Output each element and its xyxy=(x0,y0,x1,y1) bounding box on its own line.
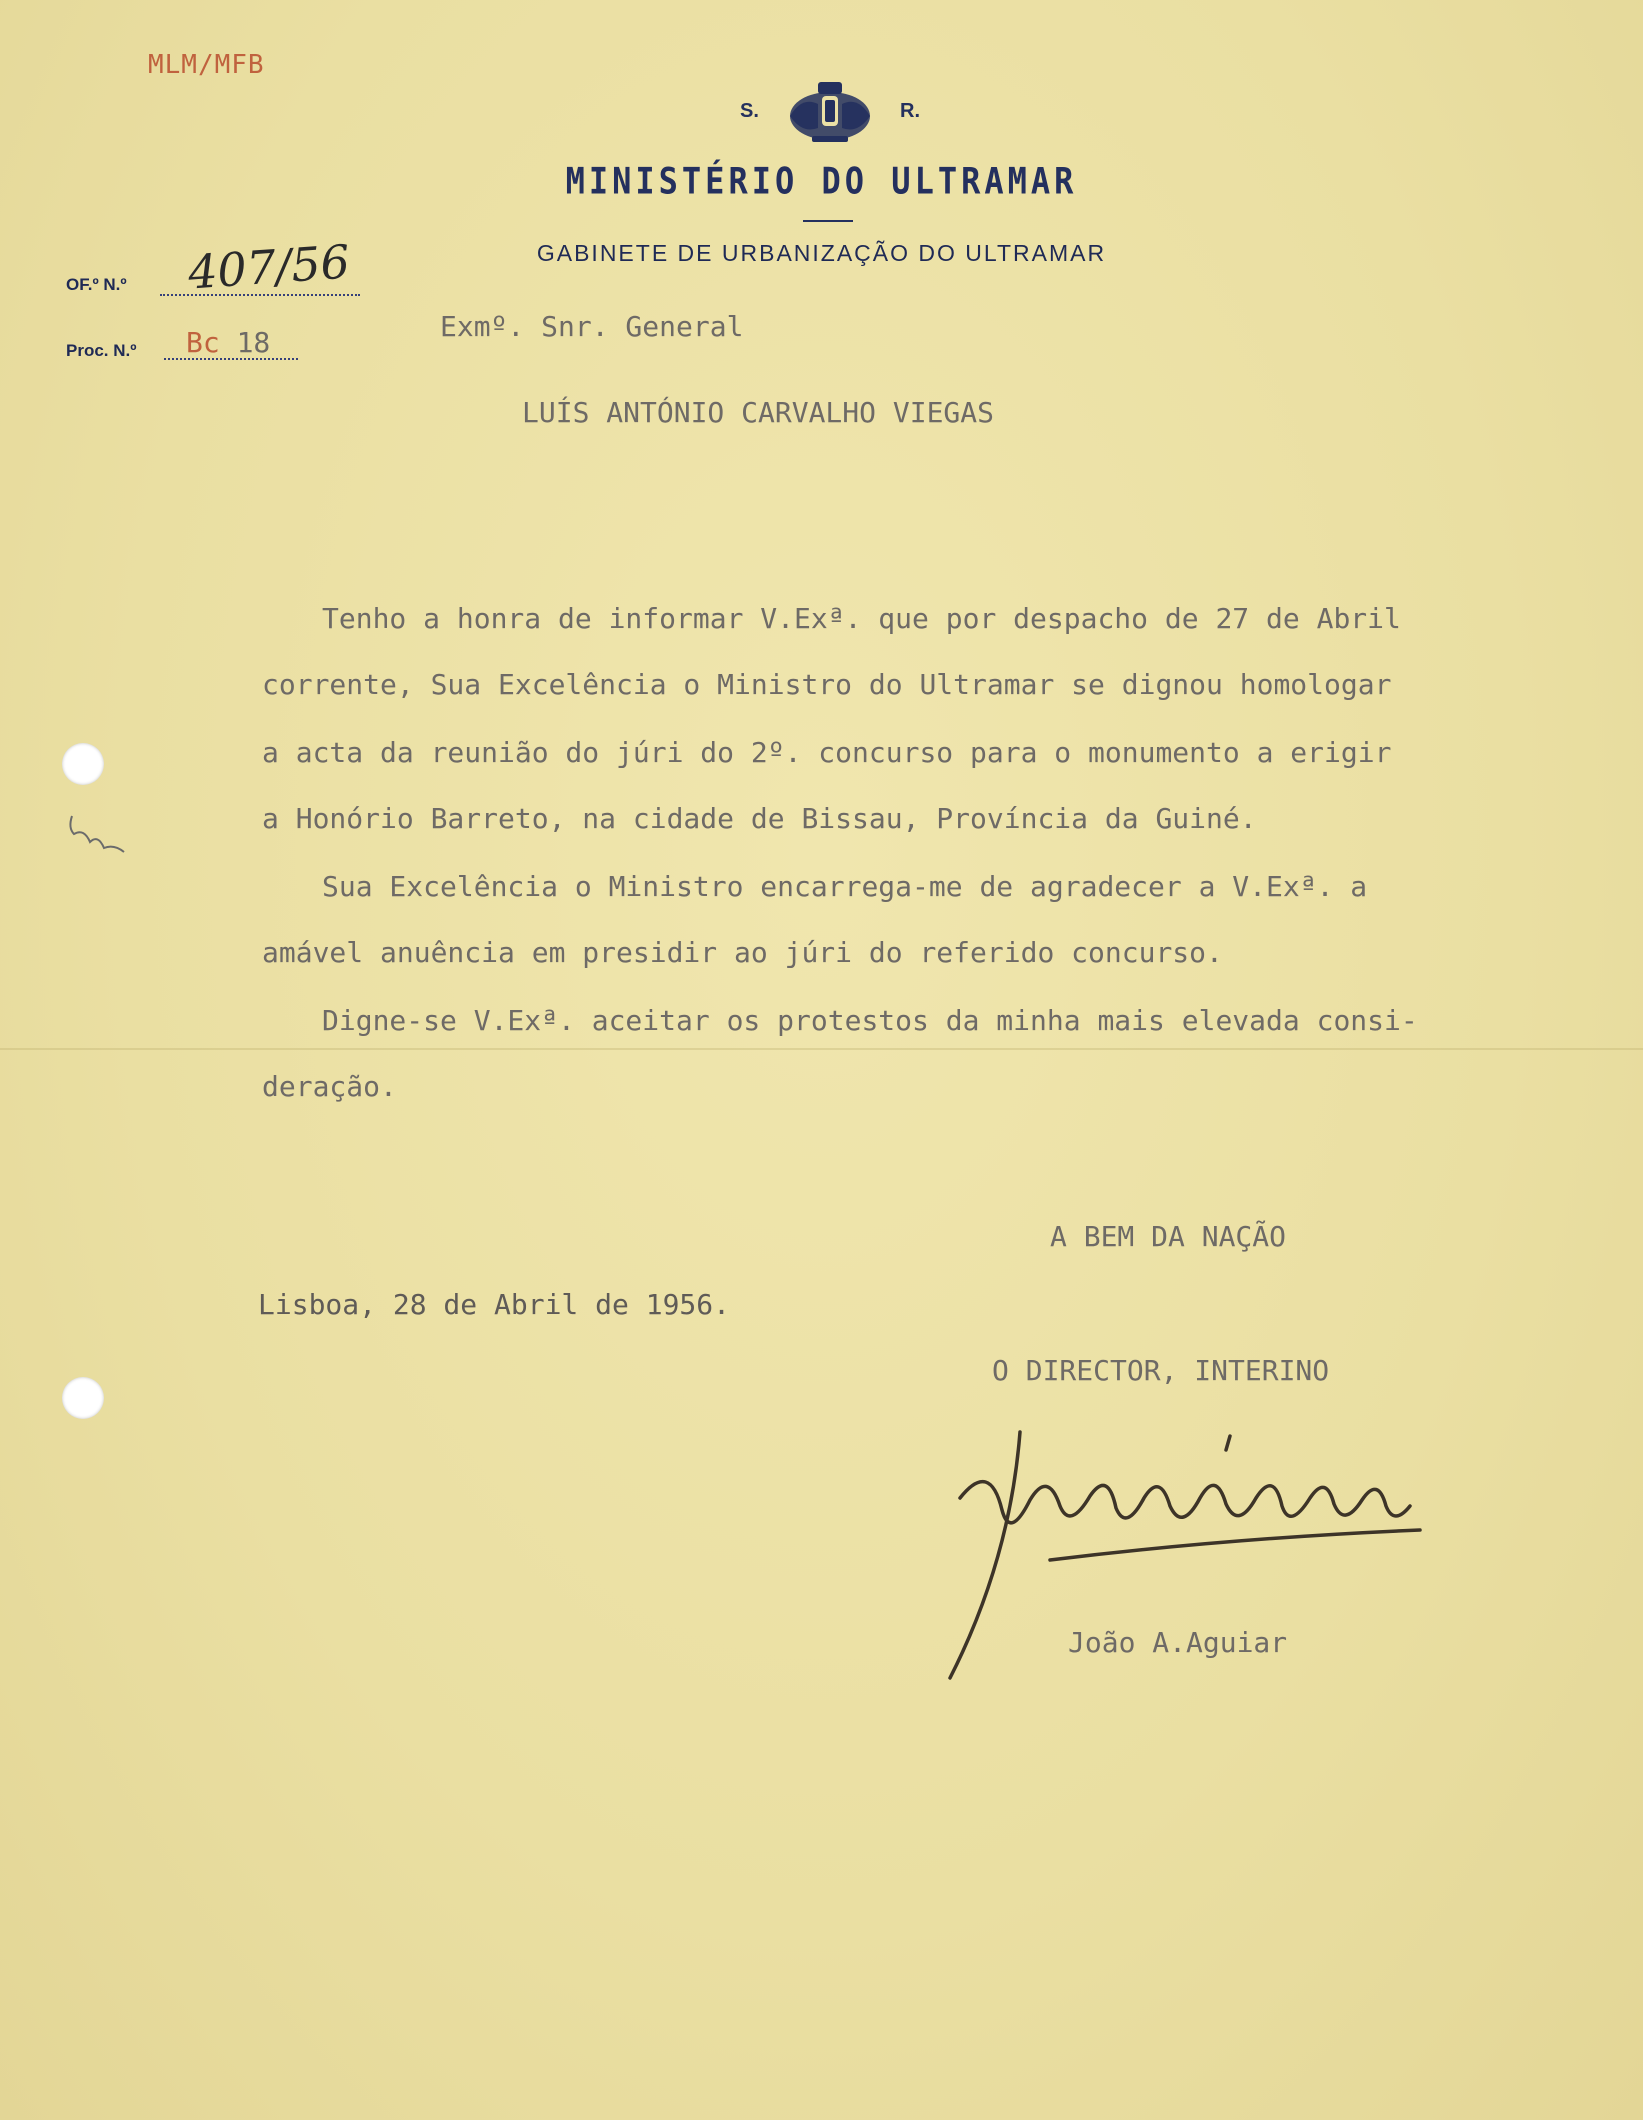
punch-hole-bottom xyxy=(62,1377,104,1419)
punch-hole-top xyxy=(62,743,104,785)
salutation: Exmº. Snr. General xyxy=(440,310,744,343)
body-line: amável anuência em presidir ao júri do referido concurso. xyxy=(262,936,1223,969)
proc-prefix: Bc xyxy=(186,326,220,359)
proc-number: 18 xyxy=(236,326,271,359)
reference-code: MLM/MFB xyxy=(148,50,265,80)
body-line: a acta da reunião do júri do 2º. concurso para o monumento a erigir xyxy=(262,736,1392,769)
proc-number-value xyxy=(186,326,270,359)
letterhead-right-letter: R. xyxy=(900,100,920,122)
coat-of-arms-icon xyxy=(782,76,878,148)
of-number-value: 407/56 xyxy=(186,234,352,300)
signatory-name: João A.Aguiar xyxy=(1068,1626,1288,1659)
letterhead-divider xyxy=(803,220,853,222)
place-date: Lisboa, 28 de Abril de 1956. xyxy=(258,1288,731,1321)
of-number-label: OF.º N.º xyxy=(66,275,127,294)
letterhead-left-letter: S. xyxy=(740,100,759,122)
body-line: a Honório Barreto, na cidade de Bissau, Província da Guiné. xyxy=(262,802,1257,835)
margin-pencil-mark-icon xyxy=(64,808,134,858)
body-line: Sua Excelência o Ministro encarrega-me de agradecer a V.Exª. a xyxy=(322,870,1368,903)
motto: A BEM DA NAÇÃO xyxy=(1050,1220,1287,1253)
signatory-title: O DIRECTOR, INTERINO xyxy=(992,1354,1330,1387)
body-line: Tenho a honra de informar V.Exª. que por despacho de 27 de Abril xyxy=(322,602,1401,635)
paper-fold xyxy=(0,1048,1643,1050)
body-line: corrente, Sua Excelência o Ministro do Ultramar se dignou homologar xyxy=(262,668,1392,701)
cabinet-title: GABINETE DE URBANIZAÇÃO DO ULTRAMAR xyxy=(536,240,1107,266)
body-line: deração. xyxy=(262,1070,397,1103)
body-line: Digne-se V.Exª. aceitar os protestos da minha mais elevada consi- xyxy=(322,1004,1418,1037)
ministry-title: MINISTÉRIO DO ULTRAMAR xyxy=(565,159,1078,203)
proc-number-label: Proc. N.º xyxy=(66,341,137,360)
addressee-name: LUÍS ANTÓNIO CARVALHO VIEGAS xyxy=(522,396,995,429)
